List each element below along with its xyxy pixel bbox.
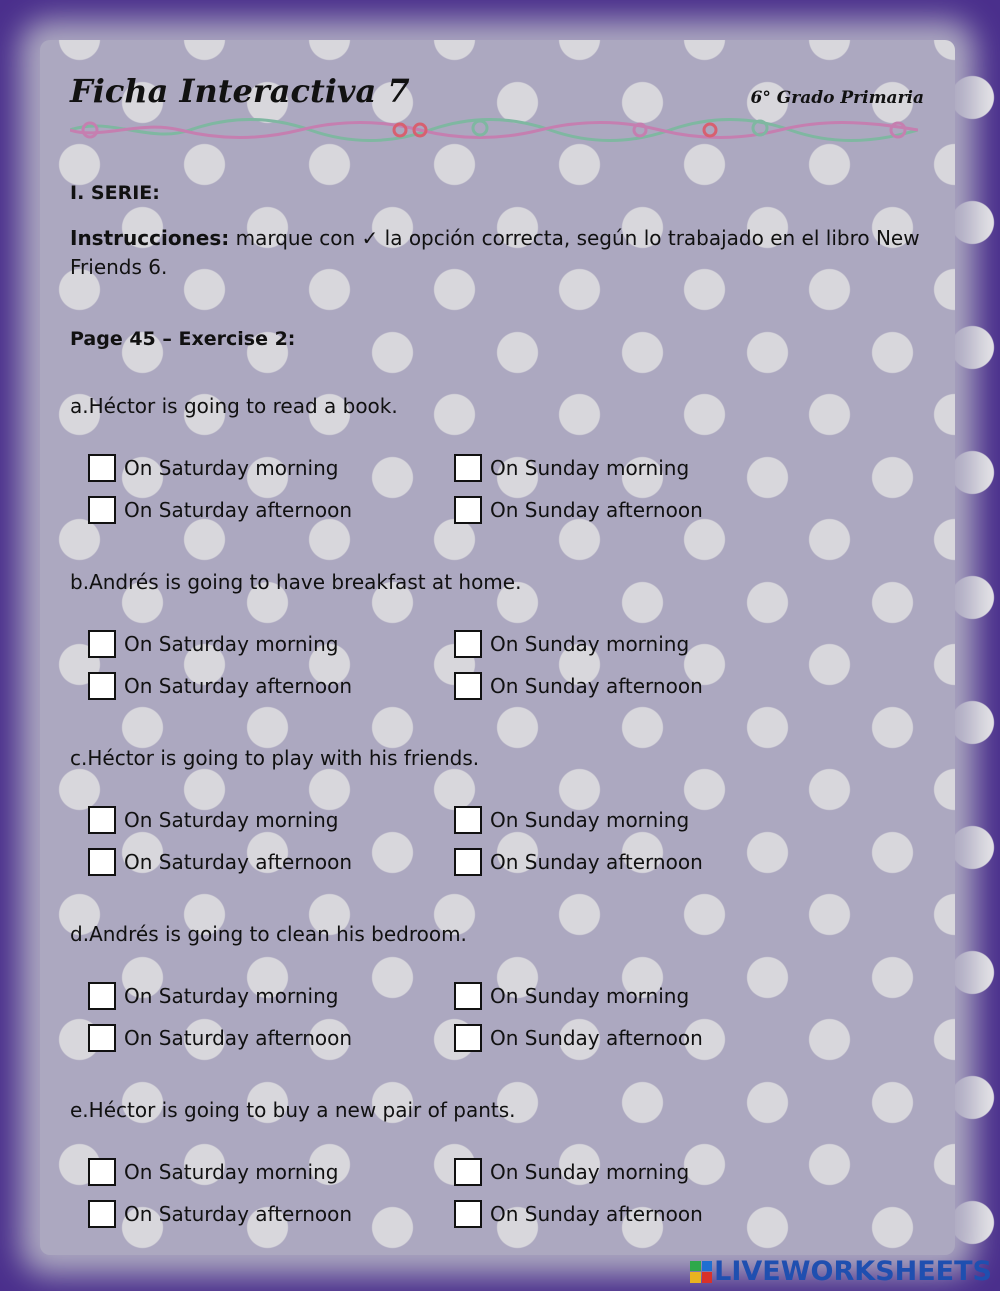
- question-text: Héctor is going to read a book.: [88, 394, 398, 418]
- option-label: On Sunday morning: [490, 1160, 690, 1184]
- question-2: [70, 570, 521, 594]
- ornamental-divider: [70, 116, 918, 144]
- question-text: Héctor is going to buy a new pair of pants.: [88, 1098, 516, 1122]
- option-label: On Saturday morning: [124, 456, 339, 480]
- checkbox[interactable]: [88, 1200, 116, 1228]
- instructions-label: Instrucciones:: [70, 226, 230, 250]
- checkbox[interactable]: [454, 672, 482, 700]
- answer-option[interactable]: [454, 804, 689, 836]
- answer-option[interactable]: [88, 452, 338, 484]
- instructions-text: marque con ✓ la opción correcta, según lo trabajado en el libro New Friends 6.: [70, 226, 920, 279]
- option-label: On Saturday morning: [124, 984, 339, 1008]
- checkbox[interactable]: [454, 982, 482, 1010]
- answer-option[interactable]: [88, 804, 338, 836]
- answer-option[interactable]: [88, 628, 338, 660]
- checkbox[interactable]: [88, 454, 116, 482]
- answer-option[interactable]: [88, 1198, 352, 1230]
- question-4: [70, 922, 467, 946]
- section-heading: I. SERIE:: [70, 182, 160, 204]
- checkbox[interactable]: [454, 1200, 482, 1228]
- checkbox[interactable]: [88, 806, 116, 834]
- option-label: On Saturday afternoon: [124, 498, 353, 522]
- answer-option[interactable]: [454, 494, 703, 526]
- brand-name: LIVEWORKSHEETS: [714, 1256, 992, 1287]
- grade-label: 6° Grado Primaria: [750, 88, 924, 108]
- question-text: Héctor is going to play with his friends.: [87, 746, 480, 770]
- option-label: On Sunday afternoon: [490, 850, 703, 874]
- answer-option[interactable]: [454, 1156, 689, 1188]
- checkbox[interactable]: [88, 1024, 116, 1052]
- answer-option[interactable]: [88, 494, 352, 526]
- checkbox[interactable]: [88, 672, 116, 700]
- checkbox[interactable]: [88, 848, 116, 876]
- checkbox[interactable]: [88, 496, 116, 524]
- question-1: [70, 394, 398, 418]
- option-label: On Saturday afternoon: [124, 674, 353, 698]
- answer-option[interactable]: [88, 846, 352, 878]
- checkbox[interactable]: [88, 982, 116, 1010]
- option-label: On Sunday morning: [490, 456, 690, 480]
- option-label: On Sunday morning: [490, 808, 690, 832]
- option-label: On Saturday afternoon: [124, 1202, 353, 1226]
- option-label: On Sunday afternoon: [490, 1202, 703, 1226]
- brand-logo-icon: [690, 1261, 712, 1283]
- question-letter: b.: [70, 570, 90, 594]
- option-label: On Sunday morning: [490, 984, 690, 1008]
- question-letter: d.: [70, 922, 90, 946]
- option-label: On Sunday afternoon: [490, 498, 703, 522]
- question-3: [70, 746, 479, 770]
- checkbox[interactable]: [454, 806, 482, 834]
- checkbox[interactable]: [454, 848, 482, 876]
- option-label: On Saturday afternoon: [124, 850, 353, 874]
- checkbox[interactable]: [454, 1024, 482, 1052]
- checkbox[interactable]: [454, 1158, 482, 1186]
- question-letter: a.: [70, 394, 89, 418]
- question-letter: c.: [70, 746, 88, 770]
- question-text: Andrés is going to have breakfast at home.: [89, 570, 522, 594]
- answer-option[interactable]: [454, 670, 703, 702]
- option-label: On Saturday morning: [124, 1160, 339, 1184]
- option-label: On Saturday afternoon: [124, 1026, 353, 1050]
- checkbox[interactable]: [454, 454, 482, 482]
- exercise-heading: Page 45 – Exercise 2:: [70, 328, 296, 350]
- answer-option[interactable]: [454, 980, 689, 1012]
- checkbox[interactable]: [454, 630, 482, 658]
- checkbox[interactable]: [454, 496, 482, 524]
- option-label: On Saturday morning: [124, 808, 339, 832]
- answer-option[interactable]: [88, 1022, 352, 1054]
- question-text: Andrés is going to clean his bedroom.: [89, 922, 467, 946]
- liveworksheets-logo: [690, 1256, 992, 1287]
- page-title: Ficha Interactiva 7: [70, 72, 410, 110]
- answer-option[interactable]: [88, 670, 352, 702]
- answer-option[interactable]: [454, 1022, 703, 1054]
- answer-option[interactable]: [454, 1198, 703, 1230]
- answer-option[interactable]: [454, 628, 689, 660]
- answer-option[interactable]: [454, 452, 689, 484]
- option-label: On Saturday morning: [124, 632, 339, 656]
- option-label: On Sunday afternoon: [490, 674, 703, 698]
- answer-option[interactable]: [454, 846, 703, 878]
- question-letter: e.: [70, 1098, 89, 1122]
- answer-option[interactable]: [88, 1156, 338, 1188]
- answer-option[interactable]: [88, 980, 338, 1012]
- checkbox[interactable]: [88, 1158, 116, 1186]
- checkbox[interactable]: [88, 630, 116, 658]
- option-label: On Sunday afternoon: [490, 1026, 703, 1050]
- question-5: [70, 1098, 516, 1122]
- instructions: [70, 224, 940, 282]
- option-label: On Sunday morning: [490, 632, 690, 656]
